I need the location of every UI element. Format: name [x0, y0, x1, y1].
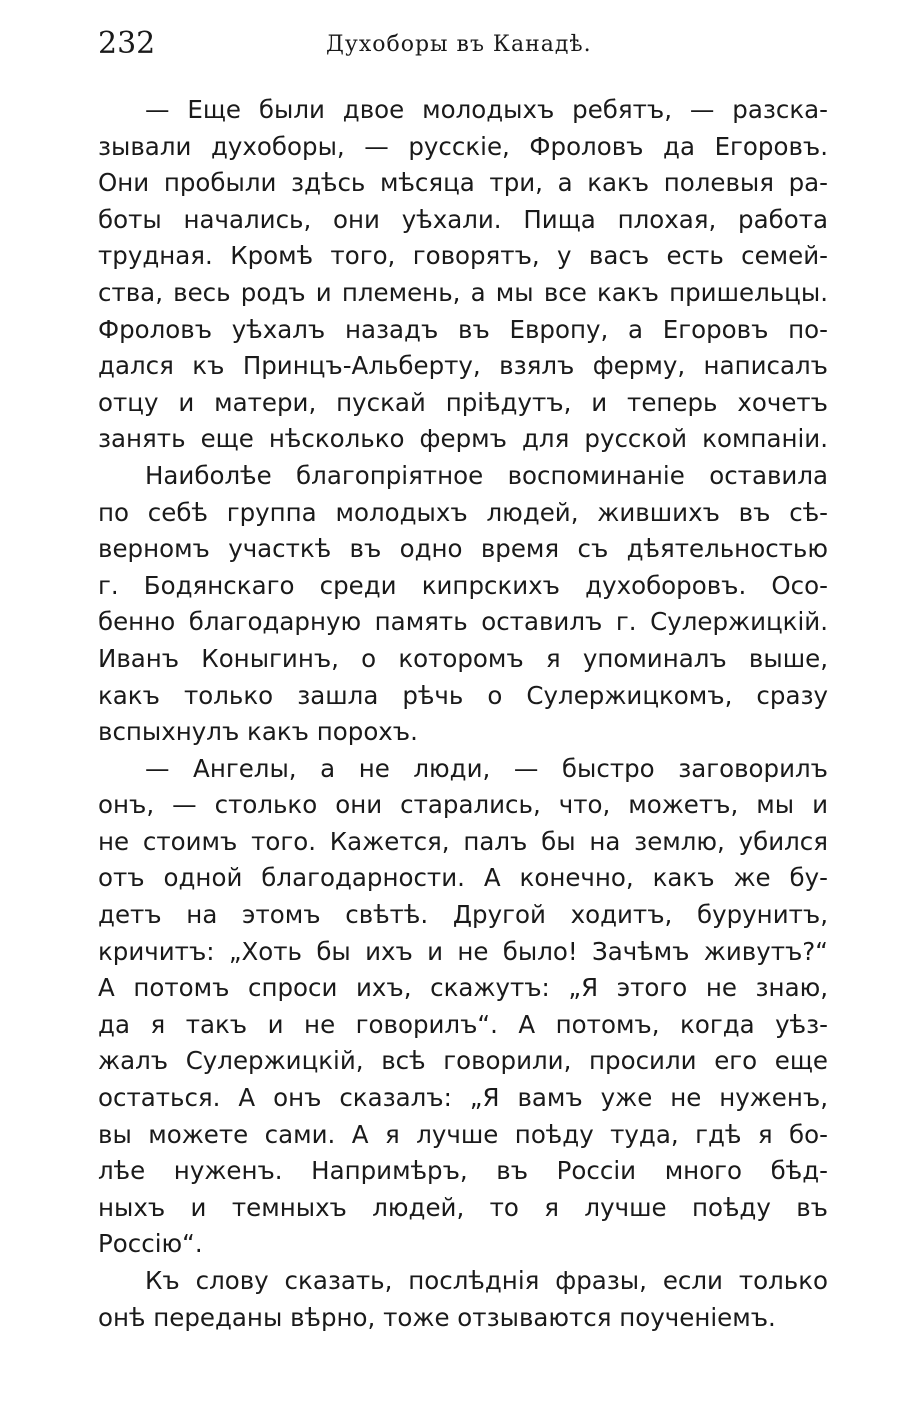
- text-line: Наиболѣе благопріятное воспоминаніе оставила: [145, 460, 828, 490]
- text-line: жалъ Сулержицкій, всѣ говорили, просили его еще: [98, 1046, 828, 1076]
- text-line: остаться. А онъ сказалъ: „Я вамъ уже не нуженъ,: [98, 1083, 828, 1113]
- running-head: [98, 26, 828, 66]
- text-line: Россію“.: [98, 1229, 203, 1259]
- text-line: ныхъ и темныхъ людей, то я лучше поѣду въ: [98, 1192, 828, 1222]
- text-line: детъ на этомъ свѣтѣ. Другой ходитъ, бурунитъ,: [98, 900, 828, 930]
- paragraph-1: [98, 92, 828, 458]
- text-line: А потомъ спроси ихъ, скажутъ: „Я этого не знаю,: [98, 973, 828, 1003]
- text-line: по себѣ группа молодыхъ людей, жившихъ въ сѣ-: [98, 497, 828, 527]
- text-line: Иванъ Коныгинъ, о которомъ я упоминалъ выше,: [98, 643, 828, 673]
- text-line: кричитъ: „Хоть бы ихъ и не было! Зачѣмъ живутъ?“: [98, 936, 828, 966]
- text-line: верномъ участкѣ въ одно время съ дѣятельностью: [98, 534, 828, 564]
- text-line: какъ только зашла рѣчь о Сулержицкомъ, сразу: [98, 680, 828, 710]
- text-line: — Ангелы, а не люди, — быстро заговорилъ: [145, 753, 828, 783]
- text-line: занять еще нѣсколько фермъ для русской компаніи.: [98, 424, 828, 454]
- text-line: боты начались, они уѣхали. Пища плохая, работа: [98, 204, 828, 234]
- text-line: отцу и матери, пускай пріѣдутъ, и теперь хочетъ: [98, 387, 828, 417]
- paragraph-2: [98, 458, 828, 751]
- paragraph-3: [98, 751, 828, 1263]
- text-line: г. Бодянскаго среди кипрскихъ духоборовъ. Осо-: [98, 570, 828, 600]
- text-line: не стоимъ того. Кажется, палъ бы на землю, убился: [98, 826, 828, 856]
- page-number: 232: [98, 26, 156, 61]
- text-line: вспыхнулъ какъ порохъ.: [98, 717, 418, 747]
- text-line: — Еще были двое молодыхъ ребятъ, — разска-: [145, 95, 828, 124]
- body-text: [98, 92, 828, 1336]
- text-line: зывали духоборы, — русскіе, Фроловъ да Егоровъ.: [98, 131, 828, 161]
- text-line: дался къ Принцъ-Альберту, взялъ ферму, написалъ: [98, 351, 828, 381]
- text-line: Къ слову сказать, послѣднія фразы, если только: [145, 1266, 828, 1295]
- running-title: Духоборы въ Канадѣ.: [326, 32, 592, 57]
- text-line: вы можете сами. А я лучше поѣду туда, гдѣ я бо-: [98, 1119, 828, 1149]
- text-line: Они пробыли здѣсь мѣсяца три, а какъ полевыя ра-: [98, 168, 828, 198]
- text-line: бенно благодарную память оставилъ г. Сулержицкій.: [98, 607, 828, 637]
- text-line: отъ одной благодарности. А конечно, какъ же бу-: [98, 863, 828, 893]
- paragraph-4: [98, 1263, 828, 1336]
- text-line: Фроловъ уѣхалъ назадъ въ Европу, а Егоровъ по-: [98, 314, 828, 344]
- text-line: лѣе нуженъ. Напримѣръ, въ Россіи много бѣд-: [98, 1156, 828, 1186]
- text-line: да я такъ и не говорилъ“. А потомъ, когда уѣз-: [98, 1009, 828, 1039]
- text-line: ства, весь родъ и племень, а мы все какъ пришельцы.: [98, 277, 828, 307]
- text-line: онъ, — столько они старались, что, можетъ, мы и: [98, 790, 828, 820]
- text-line: трудная. Кромѣ того, говорятъ, у васъ есть семей-: [98, 241, 828, 271]
- text-line: онѣ переданы вѣрно, тоже отзываются поученіемъ.: [98, 1302, 776, 1332]
